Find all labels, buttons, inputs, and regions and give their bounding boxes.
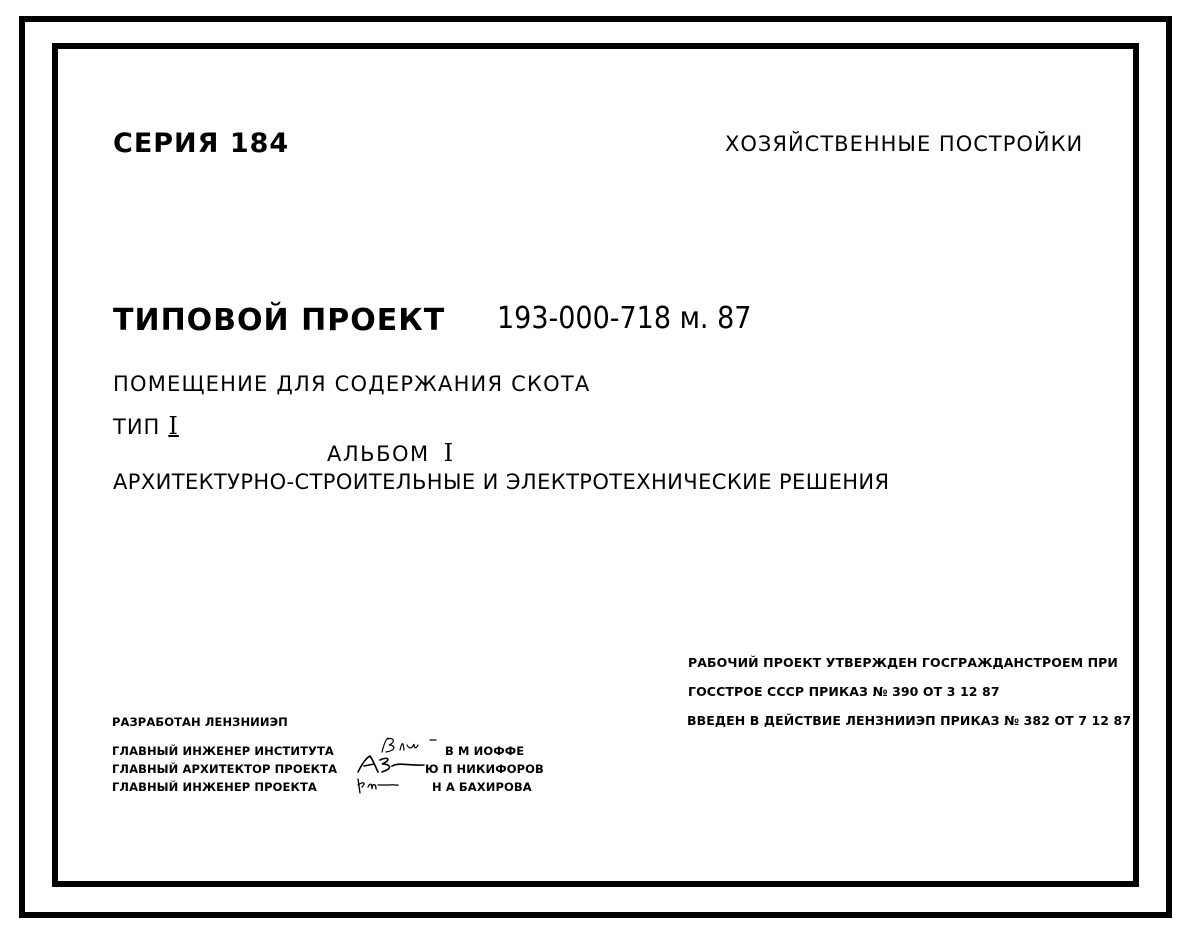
project-code: 193-000-718 м. 87 [497, 301, 752, 336]
solutions-title: АРХИТЕКТУРНО-СТРОИТЕЛЬНЫЕ И ЭЛЕКТРОТЕХНИЧЕСКИЕ РЕШЕНИЯ [113, 470, 890, 494]
project-label: ТИПОВОЙ ПРОЕКТ [113, 303, 446, 338]
staff-role-3: ГЛАВНЫЙ ИНЖЕНЕР ПРОЕКТА [112, 780, 317, 794]
staff-role-1: ГЛАВНЫЙ ИНЖЕНЕР ИНСТИТУТА [112, 744, 334, 758]
category-title: ХОЗЯЙСТВЕННЫЕ ПОСТРОЙКИ [725, 132, 1084, 156]
type-label: ТИП [113, 415, 161, 439]
staff-name-2: Ю П НИКИФОРОВ [425, 762, 544, 776]
album-number: I [443, 439, 455, 467]
type-line [113, 414, 179, 438]
developed-by: РАЗРАБОТАН ЛЕНЗНИИЭП [112, 715, 288, 729]
approval-line-1: РАБОЧИЙ ПРОЕКТ УТВЕРЖДЕН ГОСГРАЖДАНСТРОЕМ ПРИ [688, 655, 1118, 670]
album-line [327, 441, 455, 465]
signature-3 [354, 775, 404, 795]
staff-name-3: Н А БАХИРОВА [432, 780, 532, 794]
approval-line-2: ГОССТРОЕ СССР ПРИКАЗ № 390 ОТ 3 12 87 [688, 684, 1000, 699]
approval-line-3: ВВЕДЕН В ДЕЙСТВИЕ ЛЕНЗНИИЭП ПРИКАЗ № 382 ОТ 7 12 87 [687, 713, 1132, 728]
staff-role-2: ГЛАВНЫЙ АРХИТЕКТОР ПРОЕКТА [112, 762, 338, 776]
series-title: СЕРИЯ 184 [113, 128, 290, 159]
building-name: ПОМЕЩЕНИЕ ДЛЯ СОДЕРЖАНИЯ СКОТА [113, 372, 591, 396]
album-label: АЛЬБОМ [327, 442, 430, 466]
type-number: I [168, 412, 179, 440]
inner-border [52, 43, 1139, 887]
staff-name-1: В М ИОФФЕ [445, 744, 525, 758]
